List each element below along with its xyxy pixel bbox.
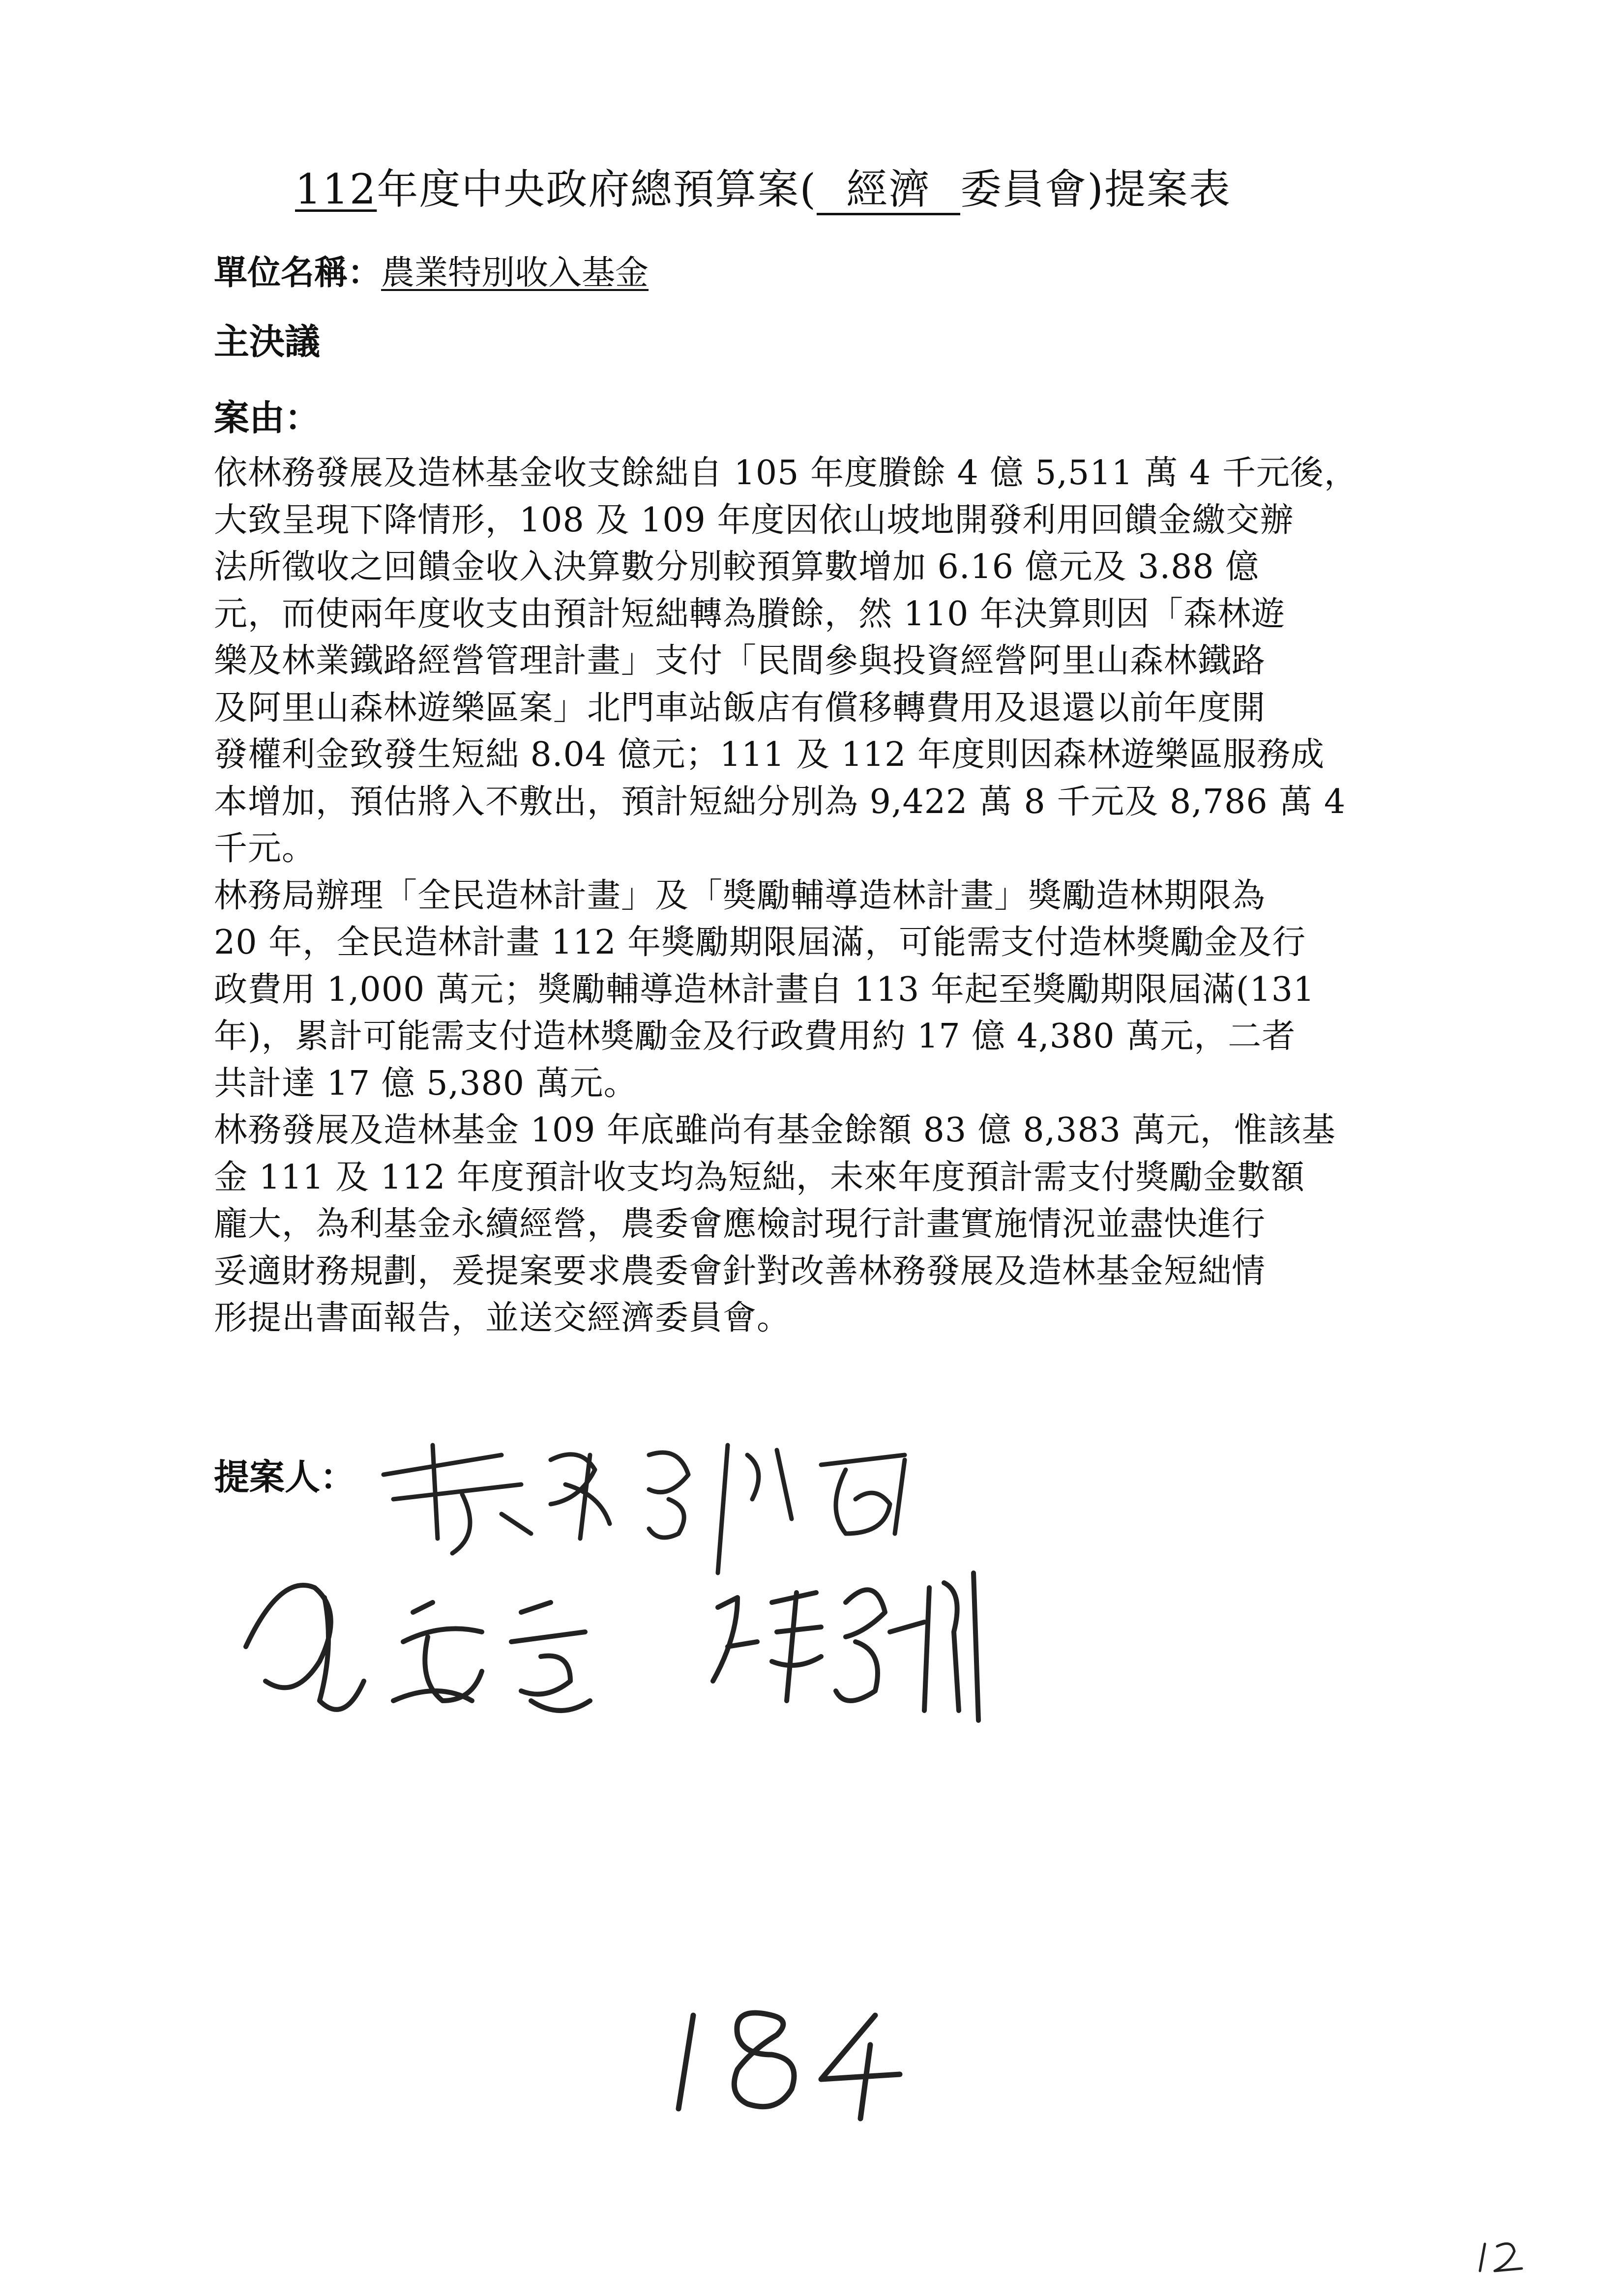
signature-upper — [384, 1445, 905, 1573]
unit-name-label: 單位名稱： — [214, 253, 382, 292]
signature-lower-left — [246, 1585, 590, 1711]
body-line: 樂及林業鐵路經營管理計畫」支付「民間參與投資經營阿里山森林鐵路 — [214, 641, 1266, 680]
body-line: 政費用 1,000 萬元；獎勵輔導造林計畫自 113 年起至獎勵期限屆滿(131 — [214, 970, 1315, 1009]
handwritten-small-number — [1475, 2237, 1529, 2276]
body-line: 形提出書面報告，並送交經濟委員會。 — [214, 1299, 791, 1337]
proposer-label: 提案人： — [214, 1456, 356, 1498]
body-line: 法所徵收之回饋金收入決算數分別較預算數增加 6.16 億元及 3.88 億 — [214, 548, 1260, 586]
title-committee: 經濟 — [817, 166, 960, 215]
handwritten-page-number — [659, 1996, 915, 2123]
body-line: 及阿里山森林遊樂區案」北門車站飯店有償移轉費用及退還以前年度開 — [214, 688, 1266, 727]
body-line: 龐大，為利基金永續經營，農委會應檢討現行計畫實施情況並盡快進行 — [214, 1205, 1266, 1244]
title-text-a: 年度中央政府總預算案( — [377, 165, 817, 213]
title-year: 112 — [295, 165, 377, 213]
main-resolution-heading: 主決議 — [214, 320, 321, 362]
title-text-b: 委員會)提案表 — [960, 165, 1231, 213]
body-line: 元，而使兩年度收支由預計短絀轉為賸餘，然 110 年決算則因「森林遊 — [214, 594, 1286, 634]
handwritten-signatures — [207, 1425, 1190, 1770]
unit-name-row — [214, 251, 649, 295]
body-line: 本增加，預估將入不敷出，預計短絀分別為 9,422 萬 8 千元及 8,786 萬 4 — [214, 782, 1346, 821]
body-line: 共計達 17 億 5,380 萬元。 — [214, 1064, 638, 1103]
body-line: 發權利金致發生短絀 8.04 億元；111 及 112 年度則因森林遊樂區服務成 — [214, 735, 1325, 774]
body-line: 20 年，全民造林計畫 112 年獎勵期限屆滿，可能需支付造林獎勵金及行 — [214, 923, 1306, 962]
body-line: 依林務發展及造林基金收支餘絀自 105 年度賸餘 4 億 5,511 萬 4 千元後， — [214, 454, 1358, 493]
body-line: 年)，累計可能需支付造林獎勵金及行政費用約 17 億 4,380 萬元，二者 — [214, 1017, 1296, 1056]
body-line: 大致呈現下降情形，108 及 109 年度因依山坡地開發利用回饋金繳交辦 — [214, 500, 1294, 540]
signature-lower-right — [713, 1573, 978, 1720]
reason-body — [214, 450, 1414, 1342]
body-line: 林務發展及造林基金 109 年底雖尚有基金餘額 83 億 8,383 萬元，惟該基 — [214, 1111, 1336, 1150]
unit-name-value: 農業特別收入基金 — [381, 254, 649, 292]
body-line: 妥適財務規劃，爰提案要求農委會針對改善林務發展及造林基金短絀情 — [214, 1251, 1266, 1291]
reason-heading: 案由： — [214, 397, 321, 438]
body-line: 金 111 及 112 年度預計收支均為短絀，未來年度預計需支付獎勵金數額 — [214, 1158, 1305, 1197]
body-line: 千元。 — [214, 829, 316, 868]
body-line: 林務局辦理「全民造林計畫」及「獎勵輔導造林計畫」獎勵造林期限為 — [214, 876, 1266, 915]
document-title — [295, 162, 1352, 216]
